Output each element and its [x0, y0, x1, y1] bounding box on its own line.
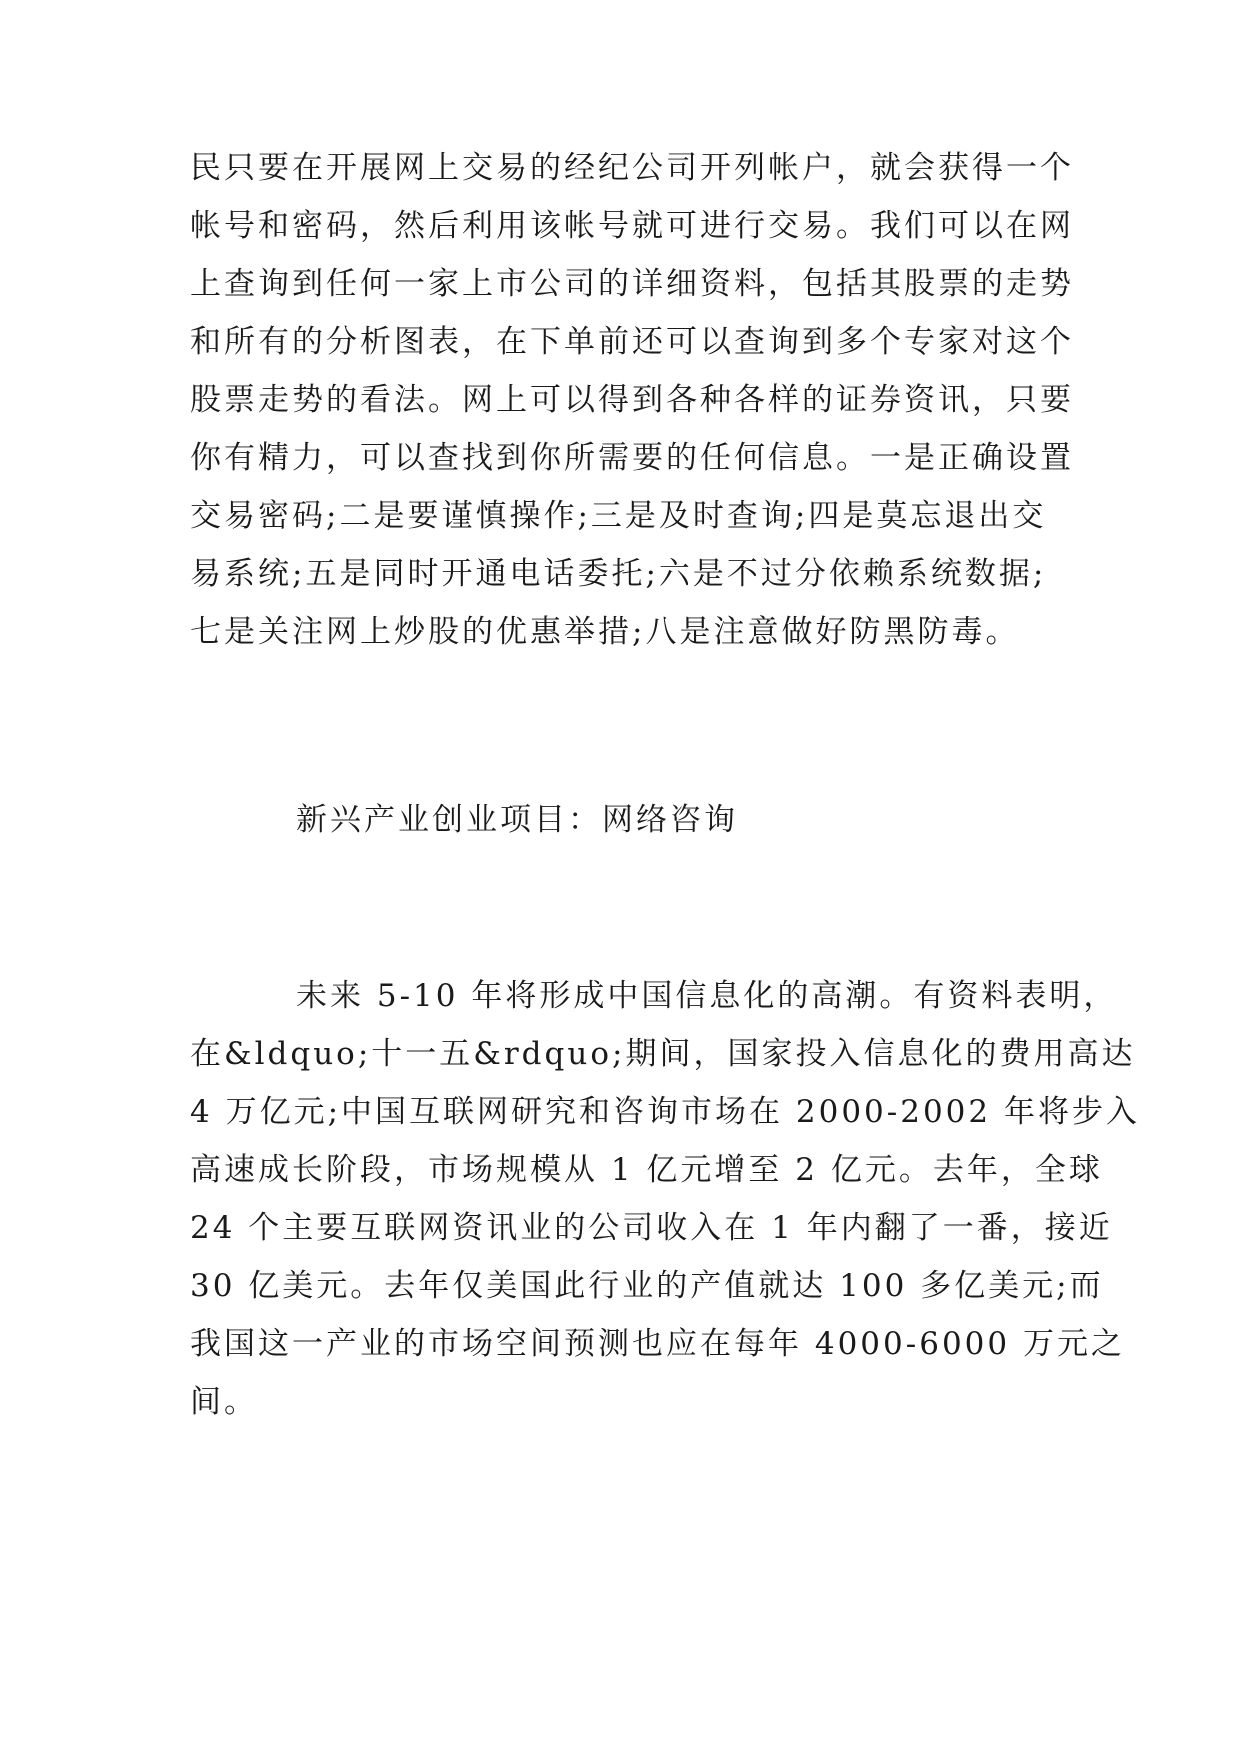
paragraph-line: 未来 5-10 年将形成中国信息化的高潮。有资料表明， [296, 978, 1118, 1014]
paragraph-line: 和所有的分析图表，在下单前还可以查询到多个专家对这个 [190, 324, 1074, 360]
paragraph-line: 在&ldquo;十一五&rdquo;期间，国家投入信息化的费用高达 [190, 1036, 1136, 1072]
paragraph-line: 4 万亿元;中国互联网研究和咨询市场在 2000-2002 年将步入 [190, 1094, 1140, 1130]
paragraph-line: 股票走势的看法。网上可以得到各种各样的证券资讯，只要 [190, 382, 1074, 418]
section-heading: 新兴产业创业项目：网络咨询 [296, 802, 738, 838]
paragraph-line: 你有精力，可以查找到你所需要的任何信息。一是正确设置 [190, 440, 1074, 476]
paragraph-line: 交易密码;二是要谨慎操作;三是及时查询;四是莫忘退出交 [190, 498, 1047, 534]
paragraph-line: 帐号和密码，然后利用该帐号就可进行交易。我们可以在网 [190, 208, 1074, 244]
paragraph-line: 易系统;五是同时开通电话委托;六是不过分依赖系统数据; [190, 556, 1047, 592]
paragraph-line: 24 个主要互联网资讯业的公司收入在 1 年内翻了一番，接近 [190, 1210, 1113, 1246]
paragraph-line: 七是关注网上炒股的优惠举措;八是注意做好防黑防毒。 [190, 614, 1020, 650]
paragraph-line: 间。 [190, 1384, 258, 1420]
paragraph-line: 民只要在开展网上交易的经纪公司开列帐户，就会获得一个 [190, 150, 1074, 186]
paragraph-line: 我国这一产业的市场空间预测也应在每年 4000-6000 万元之 [190, 1326, 1125, 1362]
paragraph-line: 30 亿美元。去年仅美国此行业的产值就达 100 多亿美元;而 [190, 1268, 1104, 1304]
paragraph-line: 上查询到任何一家上市公司的详细资料，包括其股票的走势 [190, 266, 1074, 302]
paragraph-line: 高速成长阶段，市场规模从 1 亿元增至 2 亿元。去年，全球 [190, 1152, 1103, 1188]
